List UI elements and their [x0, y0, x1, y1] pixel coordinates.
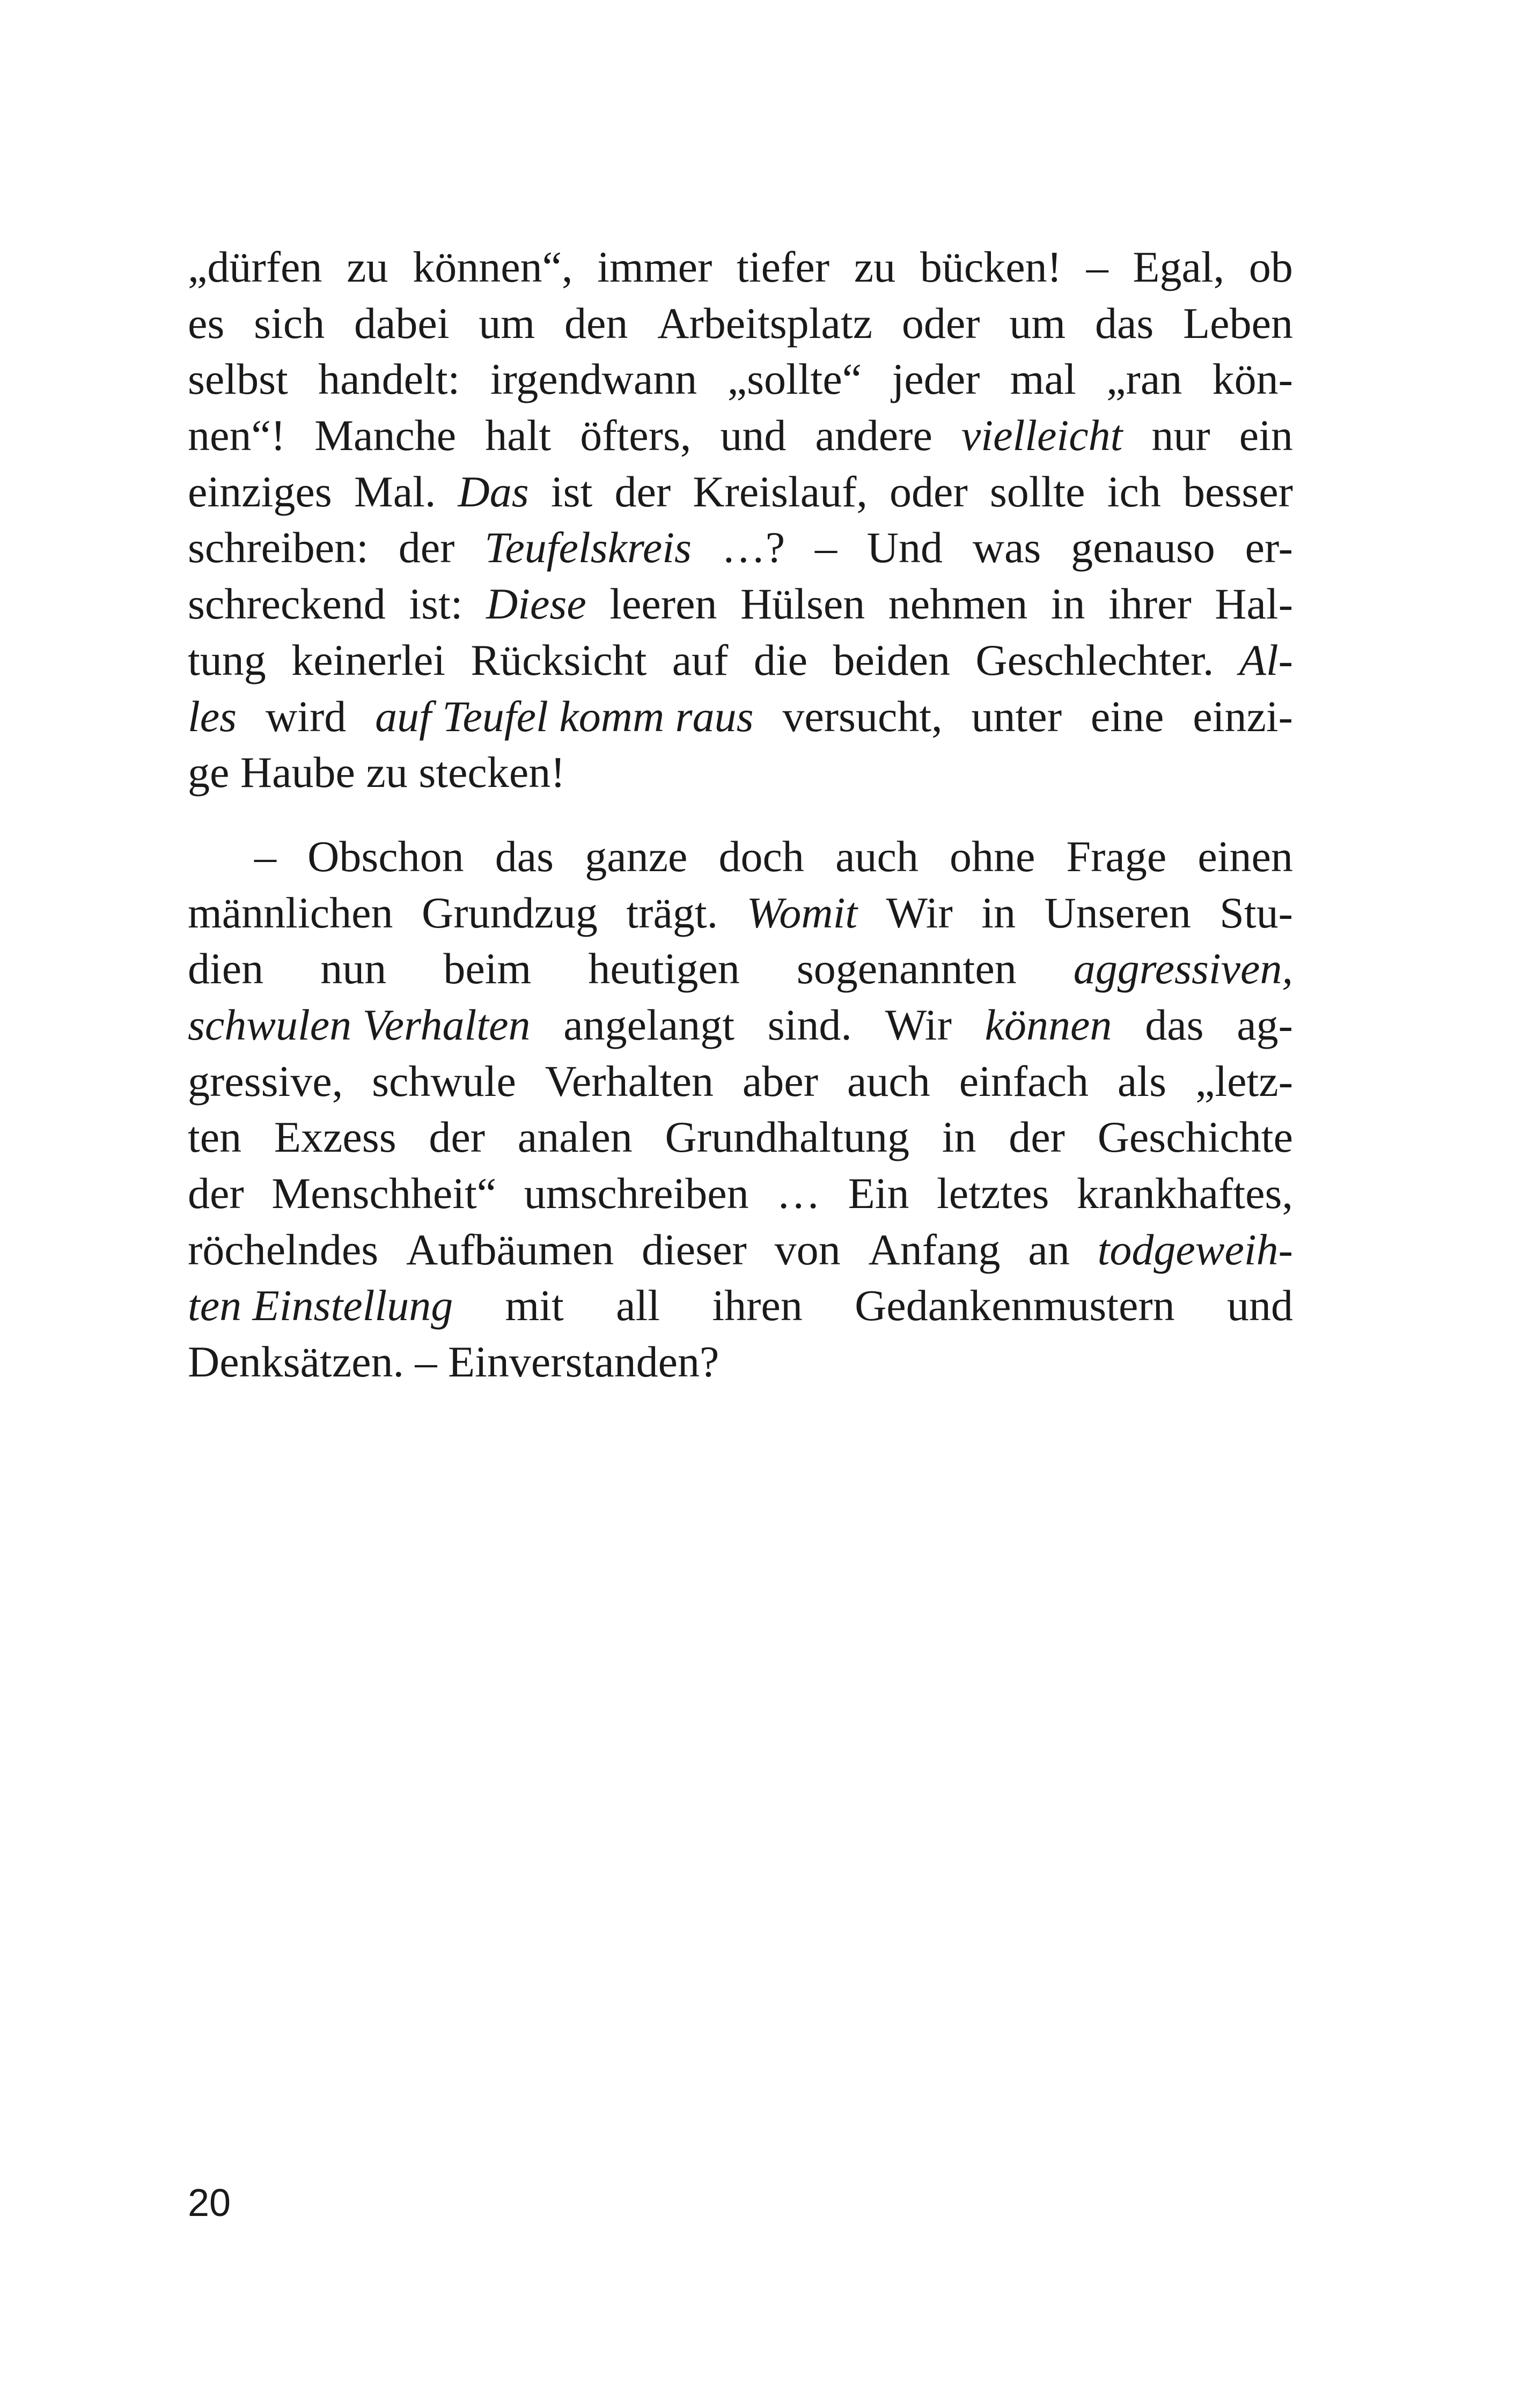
word: zu — [347, 242, 388, 291]
word: umschreiben — [524, 1169, 749, 1218]
word: nur — [1151, 411, 1210, 460]
word: Ein — [848, 1169, 909, 1218]
word: der — [188, 1169, 244, 1218]
word: einen — [1197, 831, 1293, 881]
word: Frage — [1066, 831, 1167, 881]
word: das — [495, 831, 554, 881]
word: trägt. — [626, 888, 718, 937]
word: beiden — [833, 635, 951, 684]
word: wird — [265, 691, 347, 741]
word: versucht, — [782, 691, 943, 741]
text-line — [188, 997, 1293, 1054]
word: einzi- — [1193, 691, 1293, 741]
word: in — [942, 1113, 976, 1162]
text-line — [188, 745, 1293, 801]
word: öfters, — [580, 411, 692, 460]
word: ist — [550, 467, 593, 516]
word: von — [774, 1225, 841, 1274]
text-line — [188, 520, 1293, 576]
word: und — [1226, 1281, 1293, 1330]
word: auch — [847, 1056, 930, 1106]
word: ein — [1239, 411, 1293, 460]
word: – — [254, 831, 276, 881]
word: stecken! — [418, 748, 565, 797]
text-line — [188, 1278, 1293, 1334]
text-line — [188, 689, 1293, 745]
word: Hal- — [1215, 579, 1293, 629]
word: zu — [366, 748, 408, 797]
word: Obschon — [307, 831, 464, 881]
word: der — [398, 523, 455, 572]
word: Manche — [314, 411, 457, 460]
word: Menschheit“ — [271, 1169, 497, 1218]
word: jeder — [892, 355, 980, 404]
word: …? — [721, 523, 785, 572]
word: halt — [485, 411, 552, 460]
text-line — [188, 632, 1293, 689]
word: in — [1050, 579, 1085, 629]
word: Geschlechter. — [975, 635, 1214, 684]
word: Mal. — [354, 467, 436, 516]
word: ich — [1107, 467, 1161, 516]
word: auf — [672, 635, 729, 684]
word: ihrer — [1108, 579, 1192, 629]
word: um — [479, 298, 535, 348]
word: um — [1009, 298, 1066, 348]
word: oder — [890, 467, 968, 516]
word: – — [415, 1337, 437, 1387]
text-line — [188, 1166, 1293, 1222]
word: an — [1028, 1225, 1070, 1274]
italic-word: les — [188, 691, 237, 741]
body-text — [188, 239, 1293, 1390]
word: keinerlei — [291, 635, 446, 684]
text-line — [188, 1054, 1293, 1110]
word: mal — [1010, 355, 1076, 404]
word: beim — [443, 944, 532, 993]
word: schwule — [372, 1056, 516, 1106]
word: auch — [835, 831, 919, 881]
text-line — [188, 829, 1293, 885]
word: … — [776, 1169, 821, 1218]
text-line — [188, 408, 1293, 464]
word: – — [814, 523, 837, 572]
word: Arbeitsplatz — [657, 298, 873, 348]
word: handelt: — [318, 355, 460, 404]
word: dien — [188, 944, 264, 993]
word: er- — [1245, 523, 1293, 572]
word: Egal, — [1133, 242, 1225, 291]
italic-word: Das — [458, 467, 529, 516]
word: krankhaftes, — [1076, 1169, 1293, 1218]
italic-word: schwulen Verhalten — [188, 1000, 531, 1049]
word: röchelndes — [188, 1225, 379, 1274]
word: ob — [1248, 242, 1293, 291]
word: Leben — [1183, 298, 1293, 348]
word: nen“! — [188, 411, 286, 460]
italic-word: Diese — [486, 579, 586, 629]
word: Stu- — [1219, 888, 1293, 937]
word: oder — [901, 298, 980, 348]
word: gressive, — [188, 1056, 343, 1106]
word: genauso — [1071, 523, 1215, 572]
word: Anfang — [868, 1225, 1001, 1274]
word: immer — [597, 242, 712, 291]
word: der — [429, 1113, 486, 1162]
word: „ran — [1106, 355, 1182, 404]
italic-word: Teufelskreis — [484, 523, 692, 572]
text-line — [188, 885, 1293, 941]
word: nun — [320, 944, 387, 993]
word: mit — [505, 1281, 564, 1330]
word: andere — [815, 411, 932, 460]
text-line — [188, 576, 1293, 632]
word: Geschichte — [1097, 1113, 1293, 1162]
word: ist: — [409, 579, 463, 629]
word: Wir — [886, 888, 953, 937]
word: irgendwann — [490, 355, 697, 404]
word: „sollte“ — [727, 355, 862, 404]
word: in — [981, 888, 1016, 937]
italic-word: aggressiven, — [1073, 944, 1293, 993]
paragraph — [188, 239, 1293, 801]
word: tiefer — [737, 242, 830, 291]
word: angelangt — [563, 1000, 734, 1049]
word: Exzess — [274, 1113, 396, 1162]
word: all — [616, 1281, 660, 1330]
text-line — [188, 239, 1293, 296]
word: – — [1086, 242, 1108, 291]
text-line — [188, 941, 1293, 997]
word: sind. — [767, 1000, 852, 1049]
word: männlichen — [188, 888, 393, 937]
word: zu — [854, 242, 896, 291]
italic-word: todgeweih- — [1097, 1225, 1293, 1274]
word: tung — [188, 635, 266, 684]
word: Und — [866, 523, 943, 572]
word: unter — [971, 691, 1062, 741]
word: doch — [718, 831, 804, 881]
text-line — [188, 464, 1293, 520]
word: Denksätzen. — [188, 1337, 404, 1387]
word: Rücksicht — [471, 635, 647, 684]
word: ohne — [949, 831, 1035, 881]
text-line — [188, 351, 1293, 408]
word: Hülsen — [740, 579, 865, 629]
word: können“, — [413, 242, 573, 291]
text-line — [188, 1222, 1293, 1278]
text-line — [188, 1334, 1293, 1390]
word: und — [720, 411, 787, 460]
word: schreiben: — [188, 523, 369, 572]
word: einfach — [959, 1056, 1089, 1106]
word: den — [564, 298, 628, 348]
word: das — [1145, 1000, 1204, 1049]
word: Einverstanden? — [448, 1337, 719, 1387]
word: besser — [1183, 467, 1293, 516]
italic-word: ten Einstellung — [188, 1281, 453, 1330]
italic-word: vielleicht — [961, 411, 1123, 460]
word: ge — [188, 748, 230, 797]
word: Aufbäumen — [406, 1225, 614, 1274]
italic-word: können — [984, 1000, 1112, 1049]
word: analen — [517, 1113, 633, 1162]
word: ten — [188, 1113, 242, 1162]
word: „letz- — [1195, 1056, 1293, 1106]
word: schreckend — [188, 579, 386, 629]
word: dabei — [354, 298, 450, 348]
paragraph-gap — [188, 801, 1293, 829]
word: heutigen — [588, 944, 740, 993]
word: einziges — [188, 467, 332, 516]
word: dieser — [642, 1225, 747, 1274]
word: kön- — [1212, 355, 1293, 404]
italic-word: Womit — [746, 888, 858, 937]
word: Haube — [240, 748, 355, 797]
word: nehmen — [888, 579, 1028, 629]
word: das — [1094, 298, 1154, 348]
word: Kreislauf, — [693, 467, 868, 516]
word: Wir — [885, 1000, 952, 1049]
word: der — [614, 467, 671, 516]
word: sogenannten — [796, 944, 1017, 993]
word: als — [1117, 1056, 1166, 1106]
word: Grundhaltung — [665, 1113, 909, 1162]
word: es — [188, 298, 225, 348]
word: ag- — [1237, 1000, 1293, 1049]
word: bücken! — [920, 242, 1062, 291]
word: Grundzug — [422, 888, 598, 937]
word: ihren — [712, 1281, 803, 1330]
italic-word: Al- — [1239, 635, 1293, 684]
word: letztes — [937, 1169, 1049, 1218]
word: selbst — [188, 355, 288, 404]
word: sollte — [989, 467, 1085, 516]
page-number: 20 — [188, 2182, 231, 2225]
word: sich — [254, 298, 325, 348]
word: die — [753, 635, 808, 684]
italic-word: auf Teufel komm raus — [375, 691, 754, 741]
word: was — [972, 523, 1041, 572]
word: der — [1009, 1113, 1065, 1162]
word: aber — [742, 1056, 819, 1106]
text-line — [188, 296, 1293, 352]
word: eine — [1090, 691, 1164, 741]
word: ganze — [585, 831, 688, 881]
paragraph — [188, 829, 1293, 1390]
word: Verhalten — [545, 1056, 714, 1106]
word: „dürfen — [188, 242, 322, 291]
word: Unseren — [1044, 888, 1191, 937]
text-line — [188, 1109, 1293, 1166]
word: Gedankenmustern — [855, 1281, 1175, 1330]
word: leeren — [609, 579, 717, 629]
